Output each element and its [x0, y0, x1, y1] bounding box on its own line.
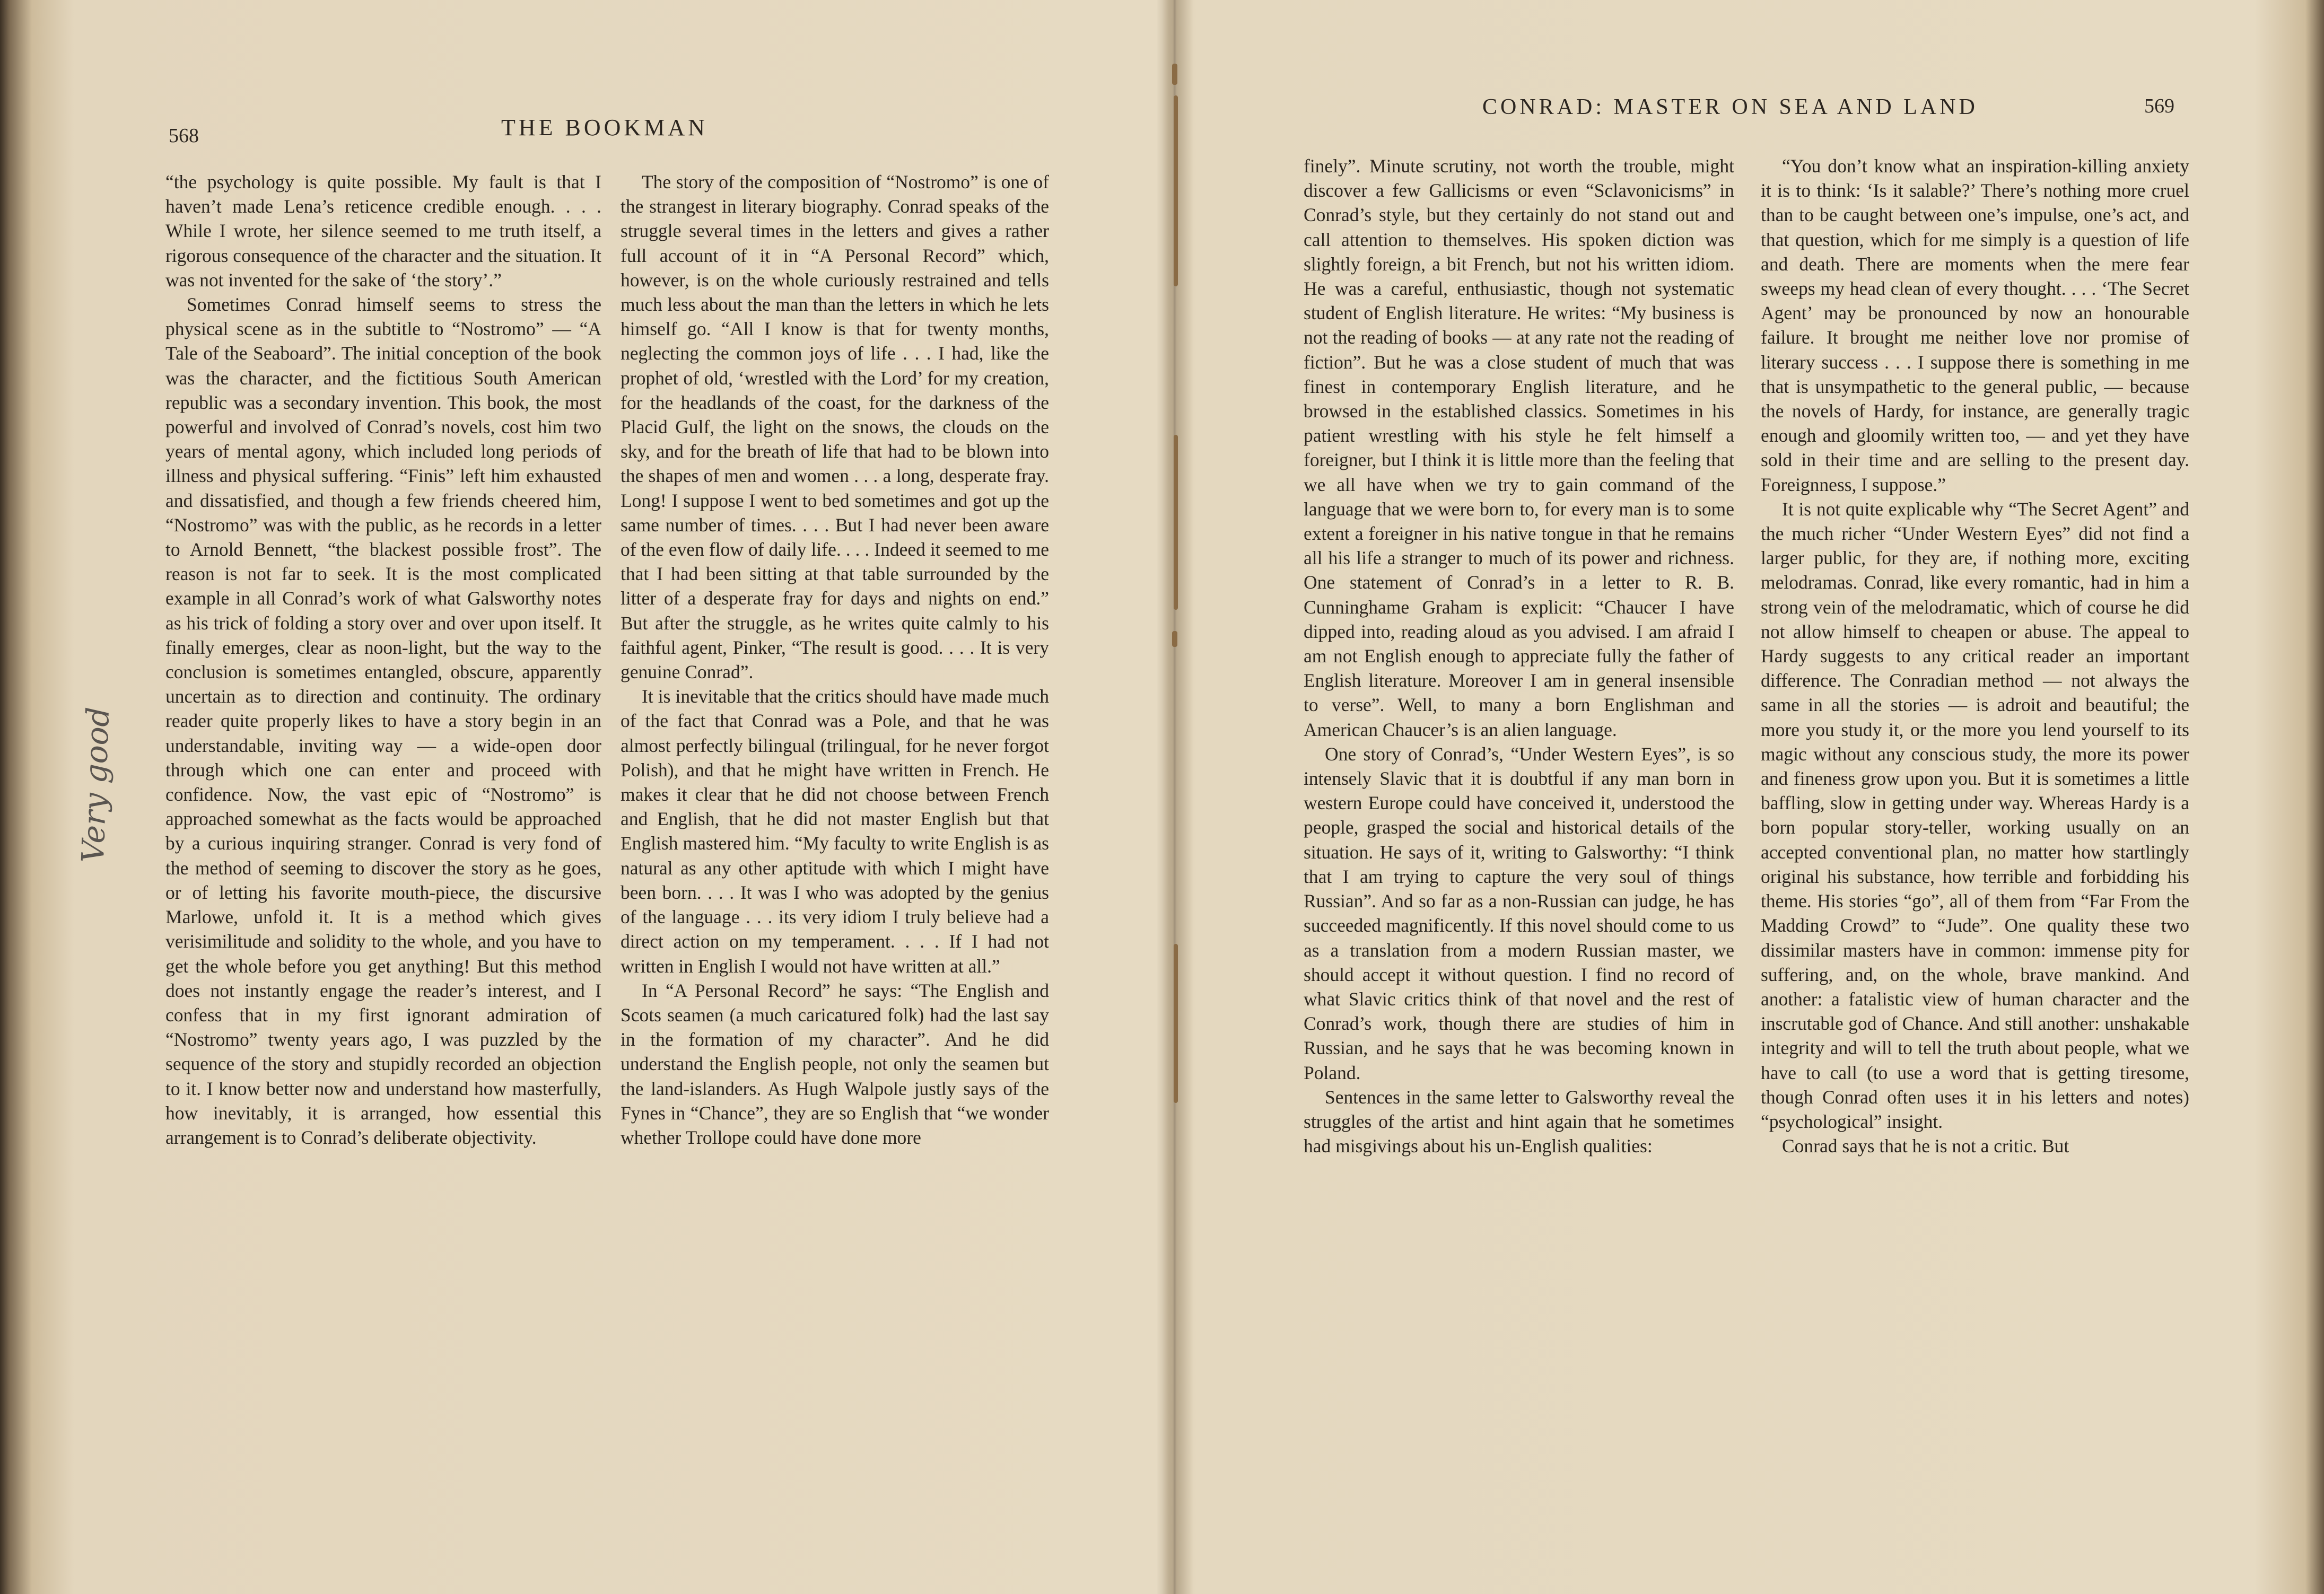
- paragraph: It is not quite explicable why “The Secret Agent” and the much richer “Under Western Eyes” did not find a larger public, for they are, if nothing more, exciting melodramas. Conrad, like every romantic, had in him a strong vein of the melodramatic, which of course he did not allow himself to cheapen or abuse. The appeal to Hardy suggests to any critical reader an important difference. The Conradian method — not always the same in all the stories — is adroit and beautiful; the more you study it, or the more you lend yourself to its magic without any conscious study, the more its power and fineness grow upon you. But it is sometimes a little baffling, slow in getting under way. Whereas Hardy is a born popular story-teller, working usually on an accepted conventional plan, no matter how startlingly original his substance, how terrible and forbidding his theme. His stories “go”, all of them from “Far From the Madding Crowd” to “Jude”. One quality these two dissimilar masters have in common: immense pity for suffering, and, on the whole, brave mankind. And another: a fatalistic view of human character and the inscrutable god of Chance. And still another: unshakable integrity and will to tell the truth about people, what we have to call (to use a word that is getting tiresome, though Conrad often uses it in his letters and notes) “psychological” insight.: [1761, 498, 2189, 1132]
- right-page-column-1: [1304, 154, 1734, 1158]
- right-page-number: 569: [2144, 95, 2174, 117]
- binding-stitch: [1174, 95, 1178, 286]
- left-page-column-1: [165, 170, 601, 1150]
- paragraph: One story of Conrad’s, “Under Western Eyes”, is so intensely Slavic that it is doubtful if any man born in western Europe could have conceived it, understood the people, grasped the social and historical details of the situation. He says of it, writing to Galsworthy: “I think that I am trying to capture the very soul of things Russian”. And so far as a non-Russian can judge, he has succeeded magnificently. If this novel should come to us as a translation from a modern Russian master, we should accept it without question. I find no record of what Slavic critics think of that novel and the rest of Conrad’s work, though there are studies of him in Russian, and he says that he was becoming known in Poland.: [1304, 743, 1734, 1083]
- paragraph: Sentences in the same letter to Galsworthy reveal the struggles of the artist and hint again that he sometimes had misgivings about his un-English qualities:: [1304, 1086, 1734, 1157]
- left-page-number: 568: [169, 125, 199, 147]
- paragraph: “the psychology is quite possible. My fault is that I haven’t made Lena’s reticence credible enough. . . . While I wrote, her silence seemed to me truth itself, a rigorous consequence of the character and the situation. It was not invented for the sake of ‘the story’.”: [165, 171, 601, 291]
- left-running-head: THE BOOKMAN: [501, 115, 708, 141]
- right-running-head: CONRAD: MASTER ON SEA AND LAND: [1482, 95, 1978, 119]
- paragraph: finely”. Minute scrutiny, not worth the trouble, might discover a few Gallicisms or even “Sclavonicisms” in Conrad’s style, but they certainly do not stand out and call attention to themselves. His spoken diction was slightly foreign, a bit French, but not his written idiom. He was a careful, enthusiastic, though not systematic student of English literature. He writes: “My business is not the reading of books — at any rate not the reading of fiction”. But he was a close student of much that was finest in contemporary English literature, and he browsed in the established classics. Sometimes in his patient wrestling with his style he felt himself a foreigner, but I think it is little more than the feeling that we all have when we try to gain command of the language that we were born to, for every man is to some extent a foreigner in his native tongue in that he remains all his life a stranger to much of its power and richness. One statement of Conrad’s in a letter to R. B. Cunninghame Graham is explicit: “Chaucer I have dipped into, reading aloud as you advised. I am afraid I am not English enough to appreciate fully the father of English literature. Moreover I am in general insensible to verse”. Well, to many a born Englishman and American Chaucer’s is an alien language.: [1304, 155, 1734, 740]
- binding-stitch: [1172, 64, 1177, 85]
- left-page-column-2: [621, 170, 1049, 1150]
- binding-stitch: [1174, 944, 1178, 1103]
- paragraph: It is inevitable that the critics should have made much of the fact that Conrad was a Pole, and that he was almost perfectly bilingual (trilingual, for he never forgot Polish), and that he might have written in French. He makes it clear that he did not choose between French and English, that he did not master English but that English mastered him. “My faculty to write English is as natural as any other aptitude with which I might have been born. . . . It was I who was adopted by the genius of the language . . . its very idiom I truly believe had a direct action on my temperament. . . . If I had not written in English I would not have written at all.”: [621, 686, 1049, 977]
- binding-stitch: [1172, 631, 1177, 647]
- binding-stitch: [1174, 435, 1178, 610]
- paragraph: The story of the composition of “Nostromo” is one of the strangest in literary biography. Conrad speaks of the struggle several times in the letters and gives a rather full account of it in “A Personal Record” which, however, is on the whole curiously restrained and tells much less about the man than the letters in which he lets himself go. “All I know is that for twenty months, neglecting the common joys of life . . . I had, like the prophet of old, ‘wrestled with the Lord’ for my creation, for the headlands of the coast, for the darkness of the Placid Gulf, the light on the snows, the clouds on the sky, and for the breath of life that had to be blown into the shapes of men and women . . . a long, desperate fray. Long! I suppose I went to bed sometimes and got up the same number of times. . . . But I had never been aware of the even flow of daily life. . . . Indeed it seemed to me that I had been sitting at that table surrounded by the litter of a desperate fray for days and nights on end.” But after the struggle, as he writes quite calmly to his faithful agent, Pinker, “The result is good. . . . It is very genuine Conrad”.: [621, 171, 1049, 683]
- paragraph: In “A Personal Record” he says: “The English and Scots seamen (a much caricatured folk) had the last say in the formation of my character”. And he did understand the English people, not only the seamen but the land-islanders. As Hugh Walpole justly says of the Fynes in “Chance”, they are so English that “we wonder whether Trollope could have done more: [621, 979, 1049, 1148]
- paragraph: Sometimes Conrad himself seems to stress the physical scene as in the subtitle to “Nostromo” — “A Tale of the Seaboard”. The initial conception of the book was the character, and the fictitious South American republic was a secondary invention. This book, the most powerful and involved of Conrad’s novels, cost him two years of mental agony, which included long periods of illness and physical suffering. “Finis” left him exhausted and dissatisfied, and though a few friends cheered him, “Nostromo” was with the public, as he records in a letter to Arnold Bennett, “the blackest possible frost”. The reason is not far to seek. It is the most complicated example in all Conrad’s work of what Galsworthy notes as his trick of folding a story over and over upon itself. It finally emerges, clear as noon-light, but the way to the conclusion is sometimes entangled, obscure, apparently uncertain as to direction and continuity. The ordinary reader quite properly likes to have a story begin in an understandable, inviting way — a wide-open door through which one can enter and proceed with confidence. Now, the vast epic of “Nostromo” is approached somewhat as the facts would be approached by a curious inquiring stranger. Conrad is very fond of the method of seeming to discover the story as he goes, or of letting his favorite mouth-piece, the discursive Marlowe, unfold it. It is a method which gives verisimilitude and solidity to the whole, and you have to get the whole before you get anything! But this method does not instantly engage the reader’s interest, and I confess that in my first ignorant admiration of “Nostromo” twenty years ago, I was puzzled by the sequence of the story and stupidly recorded an objection to it. I know better now and understand how masterfully, how inevitably, it is arranged, how essential this arrangement is to Conrad’s deliberate objectivity.: [165, 294, 601, 1148]
- paragraph: “You don’t know what an inspiration-killing anxiety it is to think: ‘Is it salable?’ There’s nothing more cruel than to be caught between one’s impulse, one’s act, and that question, which for me simply is a question of life and death. There are moments when the mere fear sweeps my head clean of every thought. . . . ‘The Secret Agent’ may be pronounced by now an honourable failure. It brought me neither love nor promise of literary success . . . I suppose there is something in me that is unsympathetic to the general public, — because the novels of Hardy, for instance, are generally tragic enough and gloomily written too, — and yet they have sold in their time and are selling to the present day. Foreignness, I suppose.”: [1761, 155, 2189, 495]
- paragraph: Conrad says that he is not a critic. But: [1782, 1135, 2069, 1157]
- handwritten-margin-note: Very good: [74, 706, 117, 864]
- right-page-column-2: [1761, 154, 2189, 1158]
